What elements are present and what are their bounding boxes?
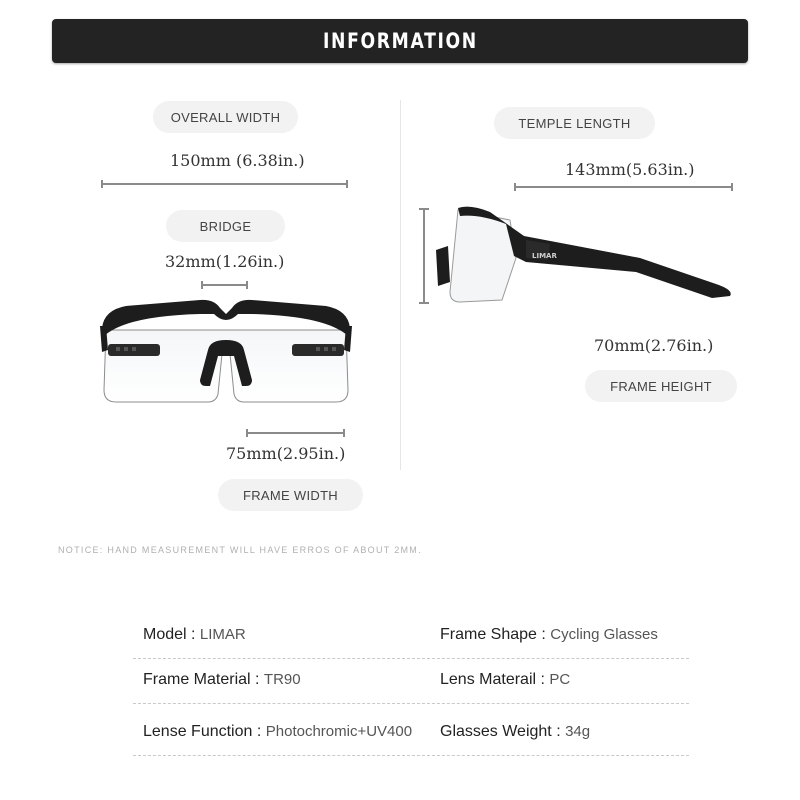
spec-value: Cycling Glasses <box>550 626 658 643</box>
overall-width-label: OVERALL WIDTH <box>153 101 298 133</box>
side-logo-text: LIMAR <box>532 252 557 260</box>
temple-length-value: 143mm(5.63in.) <box>565 160 695 179</box>
spec-cell <box>440 723 590 741</box>
spec-cell <box>143 671 301 689</box>
spec-row <box>133 659 689 704</box>
bridge-line <box>202 284 247 286</box>
bridge-tick-right <box>246 281 248 289</box>
header-banner <box>52 19 748 63</box>
bridge-value: 32mm(1.26in.) <box>165 252 285 271</box>
spec-label: Lens Materail : <box>440 671 545 688</box>
center-divider <box>400 100 401 470</box>
glasses-side-image <box>430 200 740 310</box>
glasses-front-image <box>96 290 356 410</box>
temple-length-tick-left <box>514 183 516 191</box>
spec-cell <box>143 723 412 741</box>
bridge-tick-left <box>201 281 203 289</box>
temple-length-label: TEMPLE LENGTH <box>494 107 655 139</box>
temple-length-tick-right <box>731 183 733 191</box>
overall-width-tick-right <box>346 180 348 188</box>
spec-cell <box>440 626 658 644</box>
spec-value: TR90 <box>263 671 301 688</box>
overall-width-value: 150mm (6.38in.) <box>170 151 305 170</box>
frame-height-label: FRAME HEIGHT <box>585 370 737 402</box>
frame-width-tick-left <box>246 429 248 437</box>
spec-label: Lense Function : <box>143 723 262 740</box>
spec-value: PC <box>549 671 571 688</box>
frame-height-line <box>423 209 425 303</box>
frame-height-tick-bottom <box>419 302 429 304</box>
spec-cell <box>143 626 246 644</box>
spec-value: 34g <box>565 723 591 740</box>
spec-value: LIMAR <box>199 626 246 643</box>
frame-height-value: 70mm(2.76in.) <box>594 336 714 355</box>
spec-label: Frame Shape : <box>440 626 546 643</box>
overall-width-line <box>102 183 348 185</box>
spec-label: Model : <box>143 626 196 643</box>
overall-width-tick-left <box>101 180 103 188</box>
temple-length-line <box>515 186 733 188</box>
frame-width-line <box>247 432 345 434</box>
spec-cell <box>440 671 570 689</box>
frame-width-label: FRAME WIDTH <box>218 479 363 511</box>
spec-label: Frame Material : <box>143 671 260 688</box>
header-title: INFORMATION <box>322 29 478 53</box>
frame-width-value: 75mm(2.95in.) <box>226 444 346 463</box>
frame-width-tick-right <box>343 429 345 437</box>
notice-text: NOTICE: HAND MEASUREMENT WILL HAVE ERROS OF ABOUT 2MM. <box>58 545 422 555</box>
frame-height-tick-top <box>419 208 429 210</box>
spec-row <box>133 711 689 756</box>
bridge-label: BRIDGE <box>166 210 285 242</box>
spec-row <box>133 614 689 659</box>
spec-value: Photochromic+UV400 <box>265 723 413 740</box>
spec-label: Glasses Weight : <box>440 723 561 740</box>
